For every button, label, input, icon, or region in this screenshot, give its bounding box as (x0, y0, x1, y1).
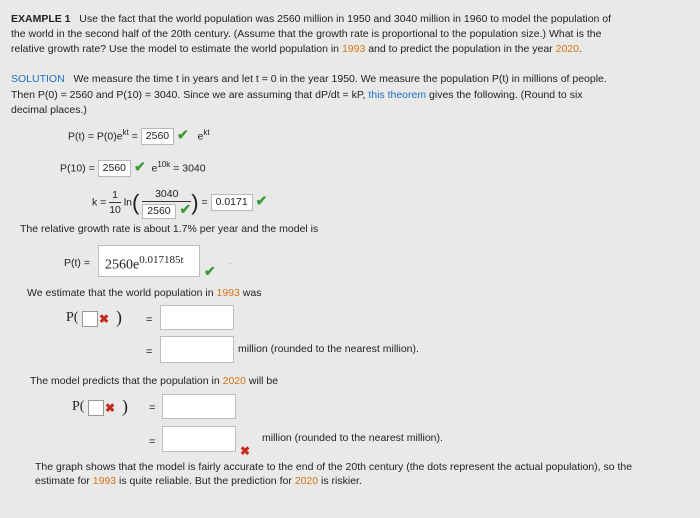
eq3-inner-fraction (142, 187, 191, 219)
solution-line2-b: gives the following. (Round to six (426, 89, 583, 101)
eq3-frac-num: 1 (109, 188, 121, 203)
year-estimate: 1993 (341, 43, 366, 55)
predict-equals: = (149, 402, 156, 414)
predict-close-paren: ) (122, 396, 128, 416)
solution-line2-a: Then P(0) = 2560 and P(10) = 3040. Since we are assuming that dP/dt = kP, (11, 89, 369, 101)
estimate-equals: = (146, 314, 153, 326)
solution-line1-row (11, 72, 691, 87)
check-icon: ✔ (133, 158, 146, 175)
estimate-func: P( (66, 310, 79, 325)
estimate-equals-2: = (146, 346, 153, 358)
example-line2: the world in the second half of the 20th century. (Assume that the growth rate is proportional to the population size.) What is the (11, 28, 602, 40)
predict-text (30, 374, 278, 389)
model-answer-box[interactable] (98, 245, 200, 277)
check-icon: ✔ (177, 126, 189, 143)
eq3-answer-box[interactable]: 0.0171 (211, 194, 253, 211)
check-icon: ✔ (175, 201, 192, 217)
eq1-left: P(t) = P(0)e (68, 130, 123, 143)
predict-func: P( (72, 399, 85, 414)
eq3-open-paren: ( (132, 189, 140, 215)
eq2-left: P(10) = (60, 162, 98, 175)
predict-equals-2: = (149, 436, 156, 448)
closing-line2 (35, 474, 685, 489)
estimate-year-input[interactable] (82, 311, 98, 327)
closing-line2-b: is quite reliable. But the prediction for (116, 475, 295, 487)
example-line3-b: and to predict the population in the year (365, 43, 556, 55)
theorem-link[interactable]: this theorem (368, 89, 427, 101)
eq3-k: k = (92, 196, 110, 209)
closing-year-estimate: 1993 (92, 475, 117, 487)
cross-icon: ✖ (105, 401, 116, 415)
model-label: P(t) = (64, 257, 90, 269)
eq3-fraction (109, 188, 121, 217)
estimate-text-a: We estimate that the world population in (27, 287, 217, 299)
predict-year: 2020 (222, 375, 246, 387)
predict-value-input[interactable] (162, 394, 236, 419)
example-line3-a: relative growth rate? Use the model to estimate the world population in (11, 43, 342, 55)
estimate-text (27, 286, 261, 301)
dot-mark: . (229, 256, 232, 267)
check-icon: ✔ (204, 263, 216, 279)
equation-1 (68, 125, 210, 145)
check-icon: ✔ (255, 192, 268, 209)
estimate-text-b: was (239, 287, 262, 299)
eq1-equals: = (128, 130, 141, 143)
eq3-frac-den: 10 (109, 204, 121, 217)
estimate-close-paren: ) (116, 307, 122, 327)
example-line2-row (11, 27, 691, 42)
estimate-unit: million (rounded to the nearest million). (238, 343, 419, 355)
predict-text-a: The model predicts that the population in (30, 375, 223, 387)
solution-line3: decimal places.) (11, 104, 87, 116)
eq2-base: e (151, 162, 158, 175)
year-predict: 2020 (555, 43, 579, 55)
relative-rate-text: The relative growth rate is about 1.7% per year and the model is (20, 223, 319, 235)
solution-line1: We measure the time t in years and let t = 0 in the year 1950. We measure the population P(t) in millions of people. (73, 73, 607, 85)
model-answer (105, 254, 184, 274)
closing-line2-a: estimate for (35, 475, 93, 487)
cross-icon: ✖ (99, 312, 110, 326)
solution-label: SOLUTION (11, 73, 65, 85)
closing-line1: The graph shows that the model is fairly accurate to the end of the 20th century (the dots represent the actual population), so the (35, 461, 633, 473)
eq2-answer-box[interactable]: 2560 (98, 160, 131, 177)
eq2-sup: 10k (157, 160, 171, 169)
predict-text-b: will be (245, 375, 279, 387)
estimate-year: 1993 (216, 287, 240, 299)
example-line1: Use the fact that the world population was 2560 million in 1950 and 3040 million in 1960 to model the population of (79, 13, 612, 25)
model-base: 2560e (105, 257, 140, 273)
example-label: EXAMPLE 1 (11, 13, 71, 25)
example-line3-row (11, 42, 691, 57)
model-exponent: 0.017185t (139, 254, 184, 266)
predict-year-input[interactable] (88, 400, 104, 416)
eq1-sup: kt (122, 128, 129, 137)
predict-million-input[interactable] (162, 426, 236, 452)
closing-line2-c: is riskier. (318, 475, 362, 487)
equation-2 (60, 157, 206, 177)
eq1-answer-box[interactable]: 2560 (141, 128, 174, 145)
cross-icon: ✖ (240, 444, 251, 458)
predict-unit: million (rounded to the nearest million). (262, 432, 443, 444)
estimate-value-input[interactable] (160, 305, 234, 330)
solution-line3-row (11, 103, 691, 118)
closing-year-predict: 2020 (294, 475, 319, 487)
eq3-close-paren: ) (191, 189, 199, 215)
example-paragraph (11, 12, 691, 27)
equation-3 (92, 187, 267, 219)
eq1-right-base: e (197, 130, 204, 143)
eq3-ln: ln (123, 196, 133, 209)
eq1-right-sup: kt (203, 128, 210, 137)
eq3-equals: = (201, 196, 211, 209)
estimate-million-input[interactable] (160, 336, 234, 363)
example-line3-c: . (578, 43, 582, 55)
eq3-num: 3040 (142, 187, 191, 202)
eq3-den-answer-box[interactable]: 2560 (142, 204, 175, 219)
solution-line2-row (11, 88, 691, 103)
eq2-right: = 3040 (170, 162, 206, 175)
